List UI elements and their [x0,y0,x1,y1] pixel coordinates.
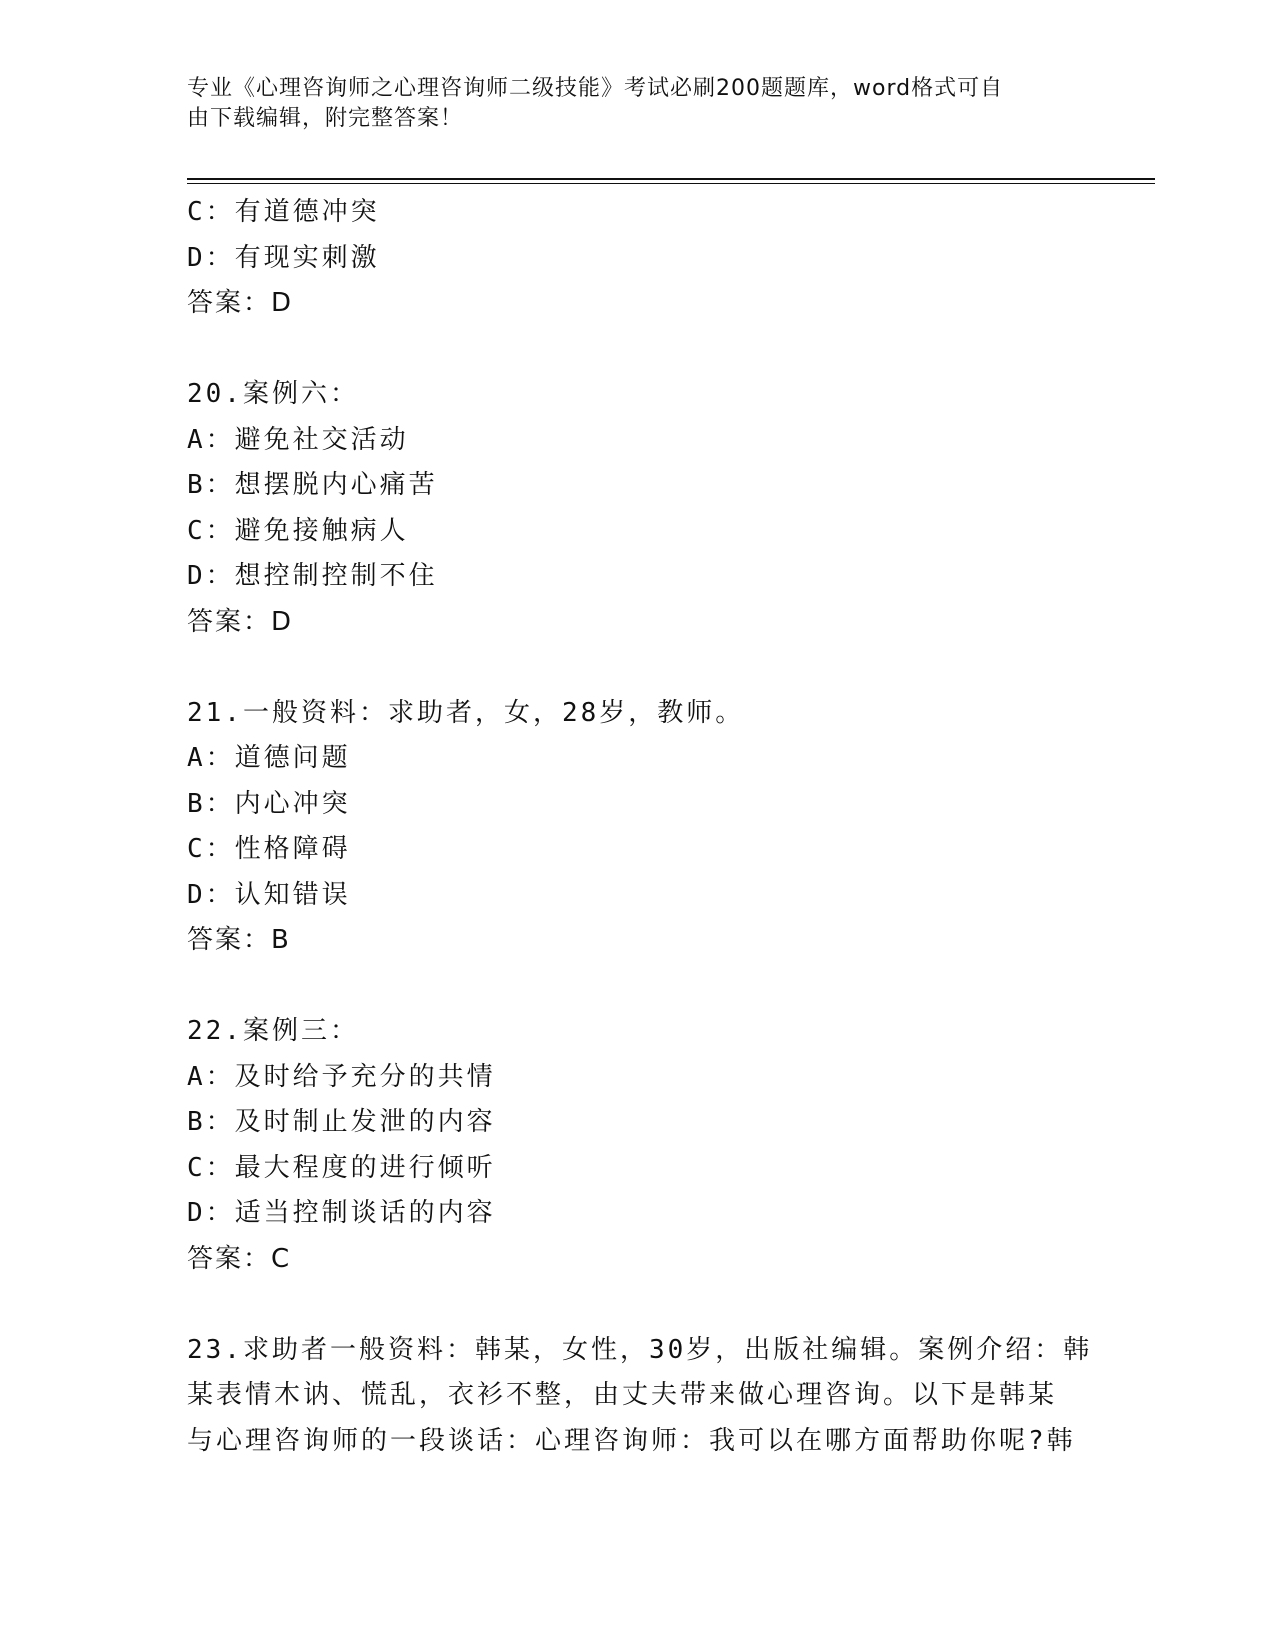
question-stem: 20.案例六： [187,379,359,409]
option-a: A：及时给予充分的共情 [187,1061,496,1092]
option-b: B：内心冲突 [187,788,351,819]
question-stem-line-1: 23.求助者一般资料：韩某，女性，30岁，出版社编辑。案例介绍：韩 [187,1334,1093,1365]
question-20 [187,372,1087,645]
document-header [187,74,1067,134]
answer-line: 答案：C [187,1243,292,1274]
option-d: D：想控制控制不住 [187,561,438,591]
header-divider-thin [187,183,1155,184]
question-stem: 21.一般资料：求助者，女，28岁，教师。 [187,697,745,728]
previous-question [187,190,1087,327]
answer-line: 答案：D [187,606,294,637]
option-d: D：认知错误 [187,879,351,910]
option-d: D：有现实刺激 [187,242,380,273]
question-21 [187,691,1087,964]
option-c: C：避免接触病人 [187,515,409,546]
question-stem: 22.案例三： [187,1016,359,1046]
option-b: B：及时制止发泄的内容 [187,1107,496,1137]
answer-line: 答案：B [187,925,291,955]
option-a: A：避免社交活动 [187,424,409,455]
option-b: B：想摆脱内心痛苦 [187,470,438,500]
spacer [187,1282,1087,1328]
question-22 [187,1009,1087,1282]
answer-line: 答案：D [187,288,294,318]
option-c: C：性格障碍 [187,834,351,864]
header-divider-thick [187,178,1155,180]
option-a: A：道德问题 [187,743,351,773]
question-stem-line-3: 与心理咨询师的一段谈话：心理咨询师：我可以在哪方面帮助你呢?韩 [187,1425,1076,1456]
question-23 [187,1328,1093,1465]
header-line-2: 由下载编辑，附完整答案！ [187,106,464,131]
spacer [187,964,1087,1010]
option-c: C：有道德冲突 [187,197,380,227]
header-line-1: 专业《心理咨询师之心理咨询师二级技能》考试必刷200题题库，word格式可自 [187,76,1004,101]
spacer [187,645,1087,691]
question-stem-line-2: 某表情木讷、慌乱，衣衫不整，由丈夫带来做心理咨询。以下是韩某 [187,1380,1058,1410]
spacer [187,327,1087,373]
question-content [187,190,1093,1464]
option-d: D：适当控制谈话的内容 [187,1198,496,1228]
option-c: C：最大程度的进行倾听 [187,1152,496,1183]
